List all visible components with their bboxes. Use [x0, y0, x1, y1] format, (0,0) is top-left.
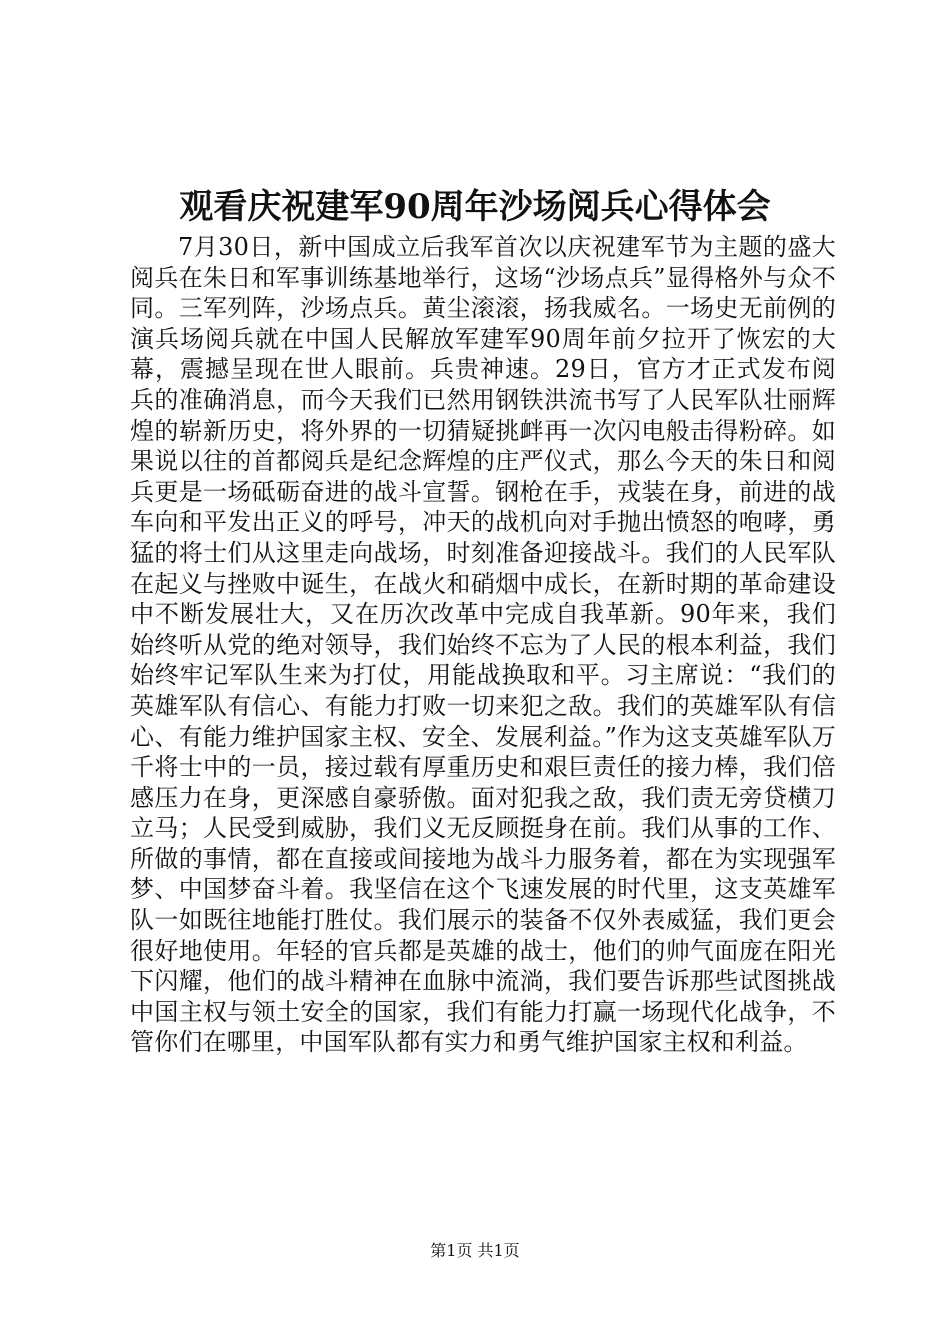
document-title: 观看庆祝建军90周年沙场阅兵心得体会: [179, 187, 771, 227]
document-body-paragraph: 7月30日，新中国成立后我军首次以庆祝建军节为主题的盛大阅兵在朱日和军事训练基地举行，这场“沙场点兵”显得格外与众不同。三军列阵，沙场点兵。黄尘滚滚，扬我威名。一场史无前例的演兵场阅兵就在中国人民解放军建军90周年前夕拉开了恢宏的大幕，震撼呈现在世人眼前。兵贵神速。29日，官方才正式发布阅兵的准确消息，而今天我们已然用钢铁洪流书写了人民军队壮丽辉煌的崭新历史，将外界的一切猜疑挑衅再一次闪电般击得粉碎。如果说以往的首都阅兵是纪念辉煌的庄严仪式，那么今天的朱日和阅兵更是一场砥砺奋进的战斗宣誓。钢枪在手，戎装在身，前进的战车向和平发出正义的呼号，冲天的战机向对手抛出愤怒的咆哮，勇猛的将士们从这里走向战场，时刻准备迎接战斗。我们的人民军队在起义与挫败中诞生，在战火和硝烟中成长，在新时期的革命建设中不断发展壮大，又在历次改革中完成自我革新。90年来，我们始终听从党的绝对领导，我们始终不忘为了人民的根本利益，我们始终牢记军队生来为打仗，用能战换取和平。习主席说：“我们的英雄军队有信心、有能力打败一切来犯之敌。我们的英雄军队有信心、有能力维护国家主权、安全、发展利益。”作为这支英雄军队万千将士中的一员，接过载有厚重历史和艰巨责任的接力棒，我们倍感压力在身，更深感自豪骄傲。面对犯我之敌，我们责无旁贷横刀立马；人民受到威胁，我们义无反顾挺身在前。我们从事的工作、所做的事情，都在直接或间接地为战斗力服务着，都在为实现强军梦、中国梦奋斗着。我坚信在这个飞速发展的时代里，这支英雄军队一如既往地能打胜仗。我们展示的装备不仅外表威猛，我们更会很好地使用。年轻的官兵都是英雄的战士，他们的帅气面庞在阳光下闪耀，他们的战斗精神在血脉中流淌，我们要告诉那些试图挑战中国主权与领土安全的国家，我们有能力打赢一场现代化战争，不管你们在哪里，中国军队都有实力和勇气维护国家主权和利益。: [130, 233, 836, 1057]
page-footer: 第1页 共1页: [430, 1241, 520, 1260]
